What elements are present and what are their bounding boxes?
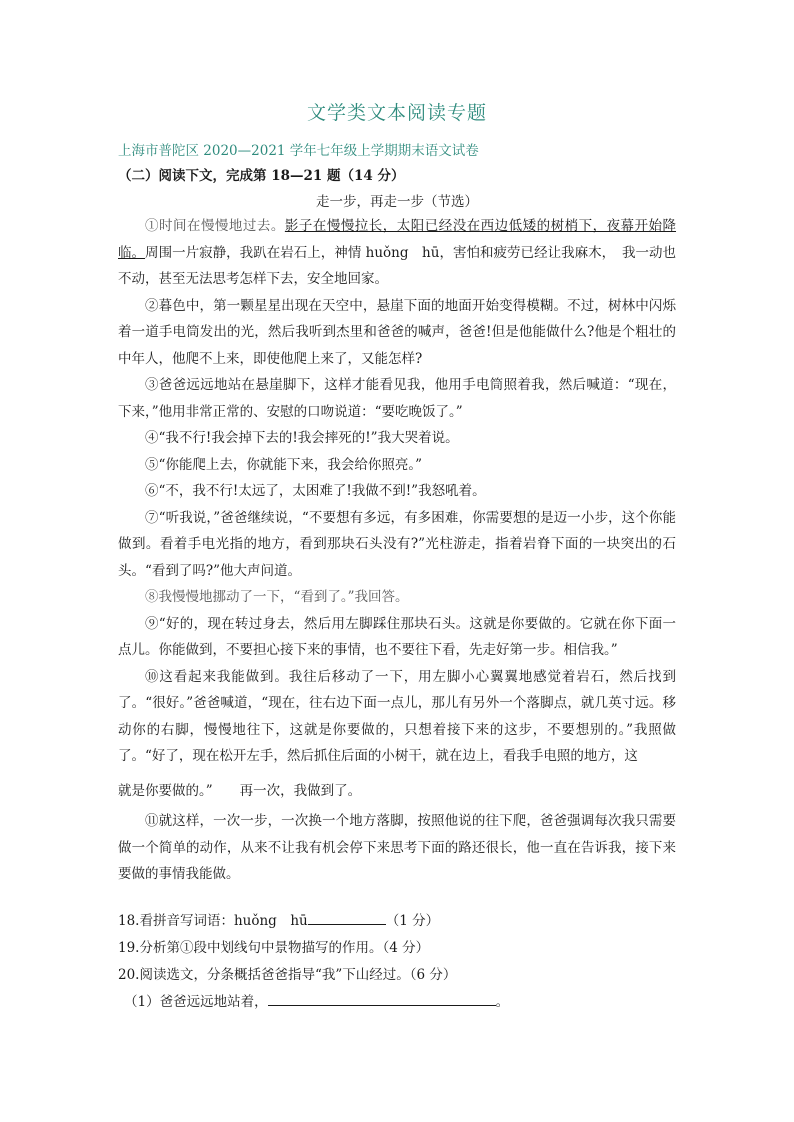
paragraph-4: ④“我不行!我会掉下去的!我会摔死的!”我大哭着说。 (145, 430, 459, 446)
exam-source: 上海市普陀区 2020—2021 学年七年级上学期期末语文试卷 (118, 143, 479, 159)
question-18-text: 18.看拼音写词语：huǒng hū (118, 913, 308, 929)
section-heading: （二）阅读下文，完成第 18—21 题（14 分） (118, 168, 405, 184)
page-title: 文学类文本阅读专题 (306, 102, 487, 124)
paragraph-10: ⑩这看起来我能做到。我往后移动了一下，用左脚小心翼翼地感觉着岩石，然后找到了。“很好。”爸爸喊道，“现在，往右边下面一点儿，那儿有另外一个落脚点，就几英寸远。移动你的右脚，慢慢地往下，这就是你要做的，只想着接下来的这步，不要想别的。”我照做了。“好了，现在松开左手，然后抓住后面的小树干，就在边上，看我手电照的地方，这 (118, 668, 676, 764)
underlined-sentence: 影子在慢慢拉长，太阳已经没在西边低矮的树梢下，夜幕开始降临。 (118, 218, 677, 261)
answer-blank-18[interactable] (308, 912, 386, 925)
question-20-item-1-end: 。 (495, 994, 510, 1010)
paragraph-5: ⑤“你能爬上去，你就能下来，我会给你照亮。” (145, 456, 423, 473)
paragraph-7: ⑦“听我说，”爸爸继续说，“不要想有多远，有多困难，你需要想的是迈一小步，这个你能做到。看着手电光指的地方，看到那块石头没有?”光柱游走，指着岩脊下面的一块突出的石头。“看到了吗?”他大声问道。 (118, 509, 676, 579)
paragraph-6: ⑥“不，我不行!太远了，太困难了!我做不到!”我怒吼着。 (145, 483, 486, 499)
paragraph-3 (118, 372, 676, 425)
paragraph-2: ②暮色中，第一颗星星出现在天空中，悬崖下面的地面开始变得模糊。不过，树林中闪烁着一道手电筒发出的光，然后我听到杰里和爸爸的喊声，爸爸!但是他能做什么?他是个粗壮的中年人，他爬不上来，即使他爬上来了，又能怎样? (118, 297, 676, 367)
paragraph-9: ⑨“好的，现在转过身去，然后用左脚踩住那块石头。这就是你要做的。它就在你下面一点儿。你能做到，不要担心接下来的事情，也不要往下看，先走好第一步。相信我。” (118, 615, 676, 658)
paragraph-10-tail: 就是你要做的。” 再一次，我做到了。 (118, 782, 362, 799)
paragraph-1-lead: ①时间在慢慢地过去。 (145, 218, 285, 234)
question-18-score: （1 分） (385, 913, 440, 929)
questions (118, 908, 676, 1016)
question-18 (118, 908, 676, 935)
question-20-item-1 (118, 989, 676, 1016)
answer-blank-20-1[interactable] (268, 993, 496, 1006)
question-20-item-1-text: （1）爸爸远远地站着， (124, 994, 268, 1010)
question-19: 19.分析第①段中划线句中景物描写的作用。（4 分） (118, 940, 430, 956)
question-20: 20.阅读选文，分条概括爸爸指导“我”下山经过。（6 分） (118, 967, 457, 983)
paragraph-8: ⑧我慢慢地挪动了一下，“看到了。”我回答。 (145, 589, 409, 605)
paragraph-11: ⑪就这样，一次一步，一次换一个地方落脚，按照他说的往下爬，爸爸强调每次我只需要做一个简单的动作，从来不让我有机会停下来思考下面的路还很长，他一直在告诉我，接下来要做的事情我能做。 (118, 813, 676, 882)
paragraph-1-rest: 周围一片寂静，我趴在岩石上，神情 huǒng hū，害怕和疲劳已经让我麻木， 我一动也不动，甚至无法思考怎样下去，安全地回家。 (118, 244, 676, 287)
passage-title: 走一步，再走一步（节选） (316, 194, 478, 210)
paragraph-3-text: ③爸爸远远地站在悬崖脚下，这样才能看见我，他用手电筒照着我，然后喊道：“现在，下来，”他用非常正常的、安慰的口吻说道：“要吃晚饭了。” (118, 377, 676, 420)
paragraph-1 (118, 213, 676, 293)
passage-body (118, 213, 676, 888)
